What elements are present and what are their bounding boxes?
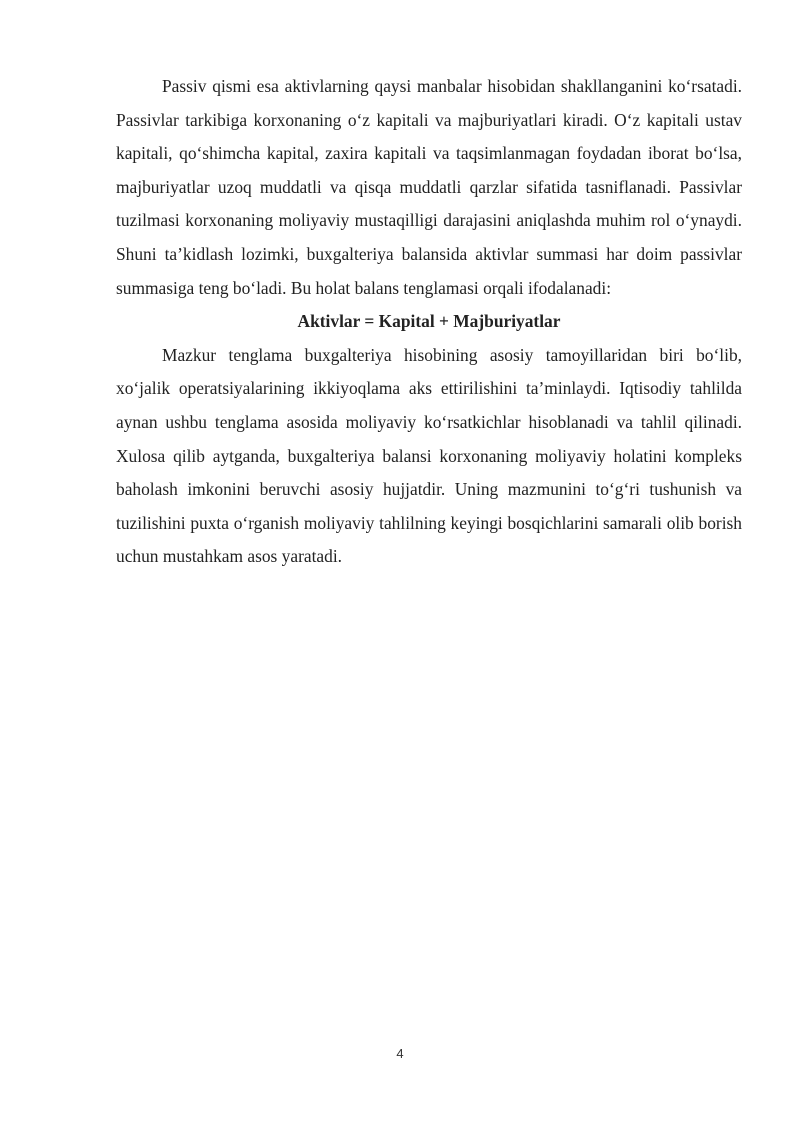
page-number: 4	[396, 1046, 404, 1061]
body-text	[116, 70, 742, 574]
balance-equation: Aktivlar = Kapital + Majburiyatlar	[297, 311, 561, 332]
paragraph-passives: Passiv qismi esa aktivlarning qaysi manbalar hisobidan shakllanganini ko‘rsatadi. Passivlar tarkibiga korxonaning o‘z kapitali va majburiyatlari kiradi. O‘z kapitali ustav kapitali, qo‘shimcha kapital, zaxira kapitali va taqsimlanmagan foydadan iborat bo‘lsa, majburiyatlar uzoq muddatli va qisqa muddatli qarzlar sifatida tasniflanadi. Passivlar tuzilmasi korxonaning moliyaviy mustaqilligi darajasini aniqlashda muhim rol o‘ynaydi. Shuni ta’kidlash lozimki, buxgalteriya balansida aktivlar summasi har doim passivlar summasiga teng bo‘ladi. Bu holat balans tenglamasi orqali ifodalanadi:	[116, 76, 742, 298]
paragraph-conclusion: Mazkur tenglama buxgalteriya hisobining asosiy tamoyillaridan biri bo‘lib, xo‘jalik operatsiyalarining ikkiyoqlama aks ettirilishini ta’minlaydi. Iqtisodiy tahlilda aynan ushbu tenglama asosida moliyaviy ko‘rsatkichlar hisoblanadi va tahlil qilinadi. Xulosa qilib aytganda, buxgalteriya balansi korxonaning moliyaviy holatini kompleks baholash imkonini beruvchi asosiy hujjatdir. Uning mazmunini to‘g‘ri tushunish va tuzilishini puxta o‘rganish moliyaviy tahlilning keyingi bosqichlarini samarali olib borish uchun mustahkam asos yaratadi.	[116, 344, 742, 567]
